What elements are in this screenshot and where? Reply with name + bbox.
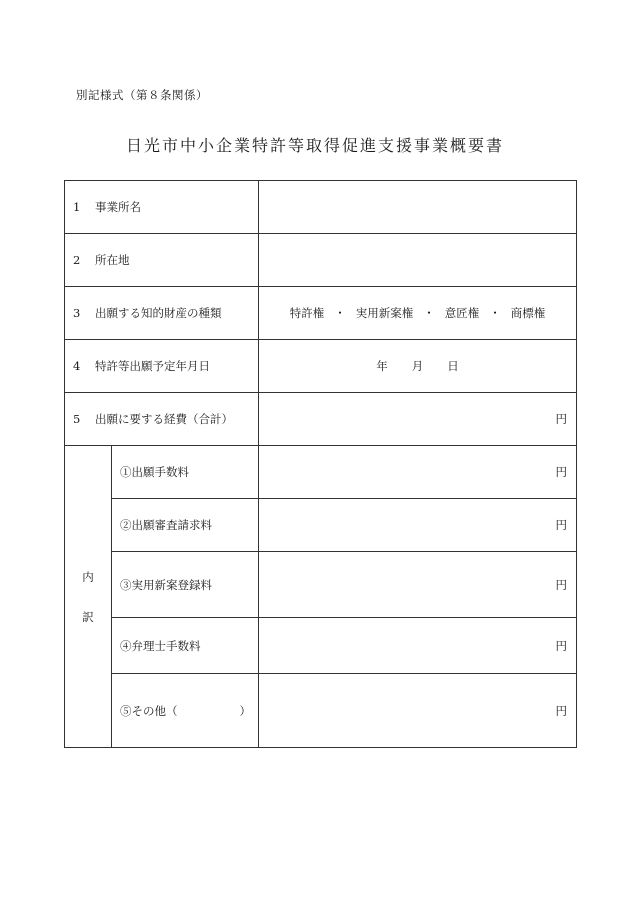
ip-type-utility-model[interactable]: 実用新案権 — [355, 306, 414, 320]
business-name-field[interactable] — [259, 181, 577, 234]
yen-unit: 円 — [555, 577, 567, 592]
total-cost-field[interactable] — [259, 393, 577, 446]
other-fee-field[interactable] — [259, 674, 577, 748]
row-examination-fee — [65, 499, 577, 552]
filing-date-label: 4 特許等出願予定年月日 — [65, 340, 259, 393]
document-title: 日光市中小企業特許等取得促進支援事業概要書 — [125, 136, 504, 155]
address-label: 2 所在地 — [65, 234, 259, 287]
ip-type-patent[interactable]: 特許権 — [289, 306, 325, 320]
ip-type-trademark[interactable]: 商標権 — [510, 306, 546, 320]
patent-attorney-fee-label: ④弁理士手数料 — [112, 618, 259, 674]
address-field[interactable] — [259, 234, 577, 287]
application-fee-field[interactable] — [259, 446, 577, 499]
separator: ・ — [334, 306, 346, 320]
yen-unit: 円 — [555, 412, 567, 426]
row-total-cost — [65, 393, 577, 446]
row-other-fee — [65, 674, 577, 748]
yen-unit: 円 — [555, 703, 567, 718]
row-registration-fee — [65, 552, 577, 618]
day-unit: 日 — [447, 359, 459, 373]
row-number: 1 — [73, 200, 81, 214]
separator: ・ — [489, 306, 501, 320]
row-filing-date — [65, 340, 577, 393]
row-business-name — [65, 181, 577, 234]
business-name-label: 1 事業所名 — [65, 181, 259, 234]
total-cost-label: 5 出願に要する経費（合計） — [65, 393, 259, 446]
row-number: 2 — [73, 253, 81, 267]
row-number: 5 — [73, 412, 81, 426]
row-address — [65, 234, 577, 287]
year-unit: 年 — [376, 359, 388, 373]
separator: ・ — [423, 306, 435, 320]
ip-type-label: 3 出願する知的財産の種類 — [65, 287, 259, 340]
registration-fee-field[interactable] — [259, 552, 577, 618]
ip-type-options — [259, 287, 577, 340]
ip-type-design[interactable]: 意匠権 — [444, 306, 480, 320]
row-number: 4 — [73, 359, 81, 373]
summary-form-table — [64, 180, 577, 748]
row-application-fee — [65, 446, 577, 499]
examination-fee-label: ②出願審査請求料 — [112, 499, 259, 552]
breakdown-char-1: 内 — [82, 569, 94, 584]
breakdown-char-2: 訳 — [82, 609, 94, 624]
other-fee-label: ⑤その他（ ） — [112, 674, 259, 748]
row-number: 3 — [73, 306, 81, 320]
yen-unit: 円 — [555, 638, 567, 653]
month-unit: 月 — [411, 359, 424, 373]
examination-fee-field[interactable] — [259, 499, 577, 552]
patent-attorney-fee-field[interactable] — [259, 618, 577, 674]
breakdown-header — [65, 446, 112, 748]
yen-unit: 円 — [555, 518, 567, 532]
yen-unit: 円 — [555, 465, 567, 479]
row-patent-attorney-fee — [65, 618, 577, 674]
registration-fee-label: ③実用新案登録料 — [112, 552, 259, 618]
application-fee-label: ①出願手数料 — [112, 446, 259, 499]
filing-date-field[interactable] — [259, 340, 577, 393]
row-ip-type — [65, 287, 577, 340]
form-style-label: 別記様式（第８条関係） — [76, 88, 208, 102]
